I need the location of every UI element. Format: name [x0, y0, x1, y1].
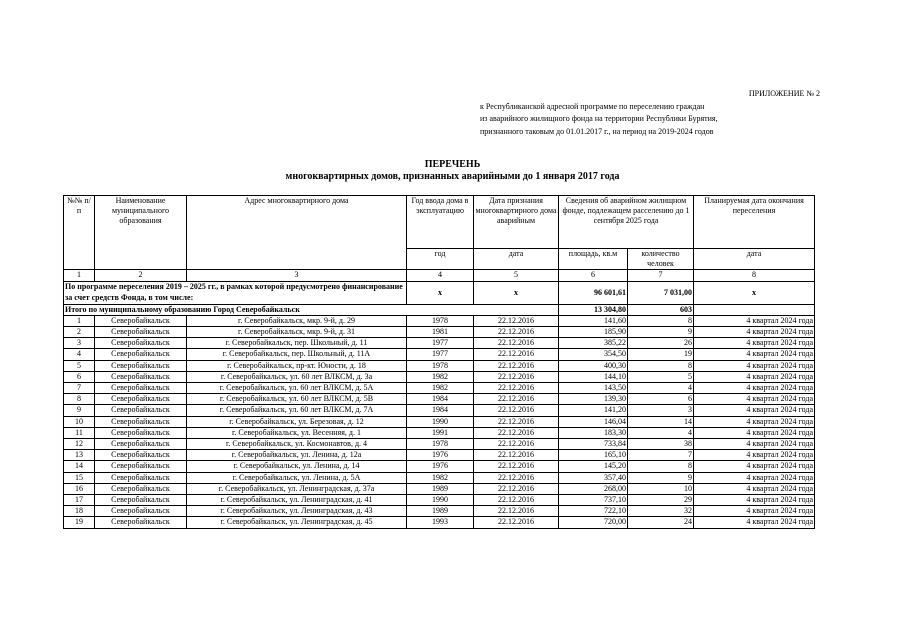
row-municipality: Северобайкальск — [95, 472, 187, 483]
row-people: 8 — [628, 461, 694, 472]
row-area: 737,10 — [559, 495, 628, 506]
row-number: 19 — [64, 517, 95, 528]
row-planned: 4 квартал 2024 года — [694, 439, 815, 450]
appendix-block — [480, 88, 820, 138]
row-planned: 4 квартал 2024 года — [694, 360, 815, 371]
row-year: 1977 — [407, 349, 474, 360]
table-row — [64, 439, 815, 450]
row-date: 22.12.2016 — [474, 495, 559, 506]
row-number: 4 — [64, 349, 95, 360]
row-planned: 4 квартал 2024 года — [694, 315, 815, 326]
row-year: 1978 — [407, 360, 474, 371]
row-people: 9 — [628, 327, 694, 338]
row-address: г. Северобайкальск, ул. Ленина, д. 12а — [187, 450, 407, 461]
row-number: 10 — [64, 416, 95, 427]
row-municipality: Северобайкальск — [95, 327, 187, 338]
row-area: 354,50 — [559, 349, 628, 360]
row-date: 22.12.2016 — [474, 506, 559, 517]
header-municipality: Наименование муниципального образования — [95, 196, 187, 270]
row-year: 1991 — [407, 427, 474, 438]
row-planned: 4 квартал 2024 года — [694, 416, 815, 427]
row-year: 1976 — [407, 450, 474, 461]
row-date: 22.12.2016 — [474, 360, 559, 371]
header-year: Год ввода дома в эксплуатацию — [407, 196, 474, 249]
row-address: г. Северобайкальск, ул. Весенняя, д. 1 — [187, 427, 407, 438]
row-municipality: Северобайкальск — [95, 439, 187, 450]
row-area: 183,30 — [559, 427, 628, 438]
row-area: 385,22 — [559, 338, 628, 349]
header-info: Сведения об аварийном жилищном фонде, подлежащем расселению до 1 сентября 2025 года — [559, 196, 694, 249]
row-municipality: Северобайкальск — [95, 371, 187, 382]
subheader-planned: дата — [694, 249, 815, 270]
row-municipality: Северобайкальск — [95, 483, 187, 494]
row-planned: 4 квартал 2024 года — [694, 472, 815, 483]
header-row — [64, 196, 815, 249]
row-address: г. Северобайкальск, ул. 60 лет ВЛКСМ, д. 5В — [187, 394, 407, 405]
title-line-2: многоквартирных домов, признанных аварийными до 1 января 2017 года — [285, 171, 620, 182]
row-address: г. Северобайкальск, ул. Космонавтов, д. 4 — [187, 439, 407, 450]
table-row — [64, 483, 815, 494]
table-row — [64, 495, 815, 506]
row-area: 733,84 — [559, 439, 628, 450]
row-municipality: Северобайкальск — [95, 338, 187, 349]
row-address: г. Северобайкальск, пр-кт. Юности, д. 18 — [187, 360, 407, 371]
row-number: 5 — [64, 360, 95, 371]
row-date: 22.12.2016 — [474, 416, 559, 427]
table-row — [64, 427, 815, 438]
row-number: 6 — [64, 371, 95, 382]
row-people: 8 — [628, 315, 694, 326]
row-number: 15 — [64, 472, 95, 483]
row-municipality: Северобайкальск — [95, 405, 187, 416]
table-row — [64, 338, 815, 349]
header-date: Дата признания многоквартирного дома аварийным — [474, 196, 559, 249]
column-number: 6 — [559, 270, 628, 281]
column-number: 2 — [95, 270, 187, 281]
row-address: г. Северобайкальск, ул. 60 лет ВЛКСМ, д. 7А — [187, 405, 407, 416]
column-number-row — [64, 270, 815, 281]
row-planned: 4 квартал 2024 года — [694, 450, 815, 461]
row-people: 10 — [628, 483, 694, 494]
row-area: 145,20 — [559, 461, 628, 472]
row-address: г. Северобайкальск, ул. Ленина, д. 5А — [187, 472, 407, 483]
row-planned: 4 квартал 2024 года — [694, 495, 815, 506]
row-date: 22.12.2016 — [474, 517, 559, 528]
row-address: г. Северобайкальск, пер. Школьный, д. 11А — [187, 349, 407, 360]
row-year: 1993 — [407, 517, 474, 528]
row-people: 4 — [628, 427, 694, 438]
total-area: 13 304,80 — [559, 304, 628, 315]
row-people: 14 — [628, 416, 694, 427]
row-address: г. Северобайкальск, ул. Березовая, д. 12 — [187, 416, 407, 427]
row-planned: 4 квартал 2024 года — [694, 427, 815, 438]
total-planned — [694, 304, 815, 315]
row-area: 141,60 — [559, 315, 628, 326]
row-people: 7 — [628, 450, 694, 461]
subheader-date: дата — [474, 249, 559, 270]
row-people: 29 — [628, 495, 694, 506]
row-year: 1982 — [407, 371, 474, 382]
row-area: 722,10 — [559, 506, 628, 517]
total-people: 603 — [628, 304, 694, 315]
row-date: 22.12.2016 — [474, 450, 559, 461]
row-planned: 4 квартал 2024 года — [694, 483, 815, 494]
row-area: 146,04 — [559, 416, 628, 427]
row-area: 141,20 — [559, 405, 628, 416]
table-row — [64, 517, 815, 528]
column-number: 8 — [694, 270, 815, 281]
row-address: г. Северобайкальск, ул. 60 лет ВЛКСМ, д. 3а — [187, 371, 407, 382]
row-people: 32 — [628, 506, 694, 517]
table-row — [64, 450, 815, 461]
row-municipality: Северобайкальск — [95, 383, 187, 394]
row-municipality: Северобайкальск — [95, 495, 187, 506]
row-planned: 4 квартал 2024 года — [694, 349, 815, 360]
table-row — [64, 371, 815, 382]
column-number: 5 — [474, 270, 559, 281]
row-year: 1978 — [407, 439, 474, 450]
row-area: 720,00 — [559, 517, 628, 528]
appendix-number: ПРИЛОЖЕНИЕ № 2 — [748, 89, 820, 98]
row-area: 268,00 — [559, 483, 628, 494]
row-year: 1990 — [407, 495, 474, 506]
row-municipality: Северобайкальск — [95, 349, 187, 360]
column-number: 7 — [628, 270, 694, 281]
program-planned: х — [694, 281, 815, 304]
row-year: 1989 — [407, 483, 474, 494]
row-date: 22.12.2016 — [474, 394, 559, 405]
row-people: 9 — [628, 472, 694, 483]
title-line-1: ПЕРЕЧЕНЬ — [424, 159, 481, 170]
municipality-total-row — [64, 304, 815, 315]
header-planned: Планируемая дата окончания переселения — [694, 196, 815, 249]
row-number: 8 — [64, 394, 95, 405]
row-year: 1982 — [407, 383, 474, 394]
row-people: 8 — [628, 360, 694, 371]
column-number: 4 — [407, 270, 474, 281]
row-number: 14 — [64, 461, 95, 472]
row-people: 6 — [628, 394, 694, 405]
row-address: г. Северобайкальск, ул. Ленинградская, д. 43 — [187, 506, 407, 517]
row-planned: 4 квартал 2024 года — [694, 506, 815, 517]
appendix-line: из аварийного жилищного фонда на территории Республики Бурятия, — [480, 114, 718, 123]
row-area: 165,10 — [559, 450, 628, 461]
row-address: г. Северобайкальск, ул. Ленина, д. 14 — [187, 461, 407, 472]
header-num: №№ п/п — [64, 196, 95, 270]
row-planned: 4 квартал 2024 года — [694, 338, 815, 349]
program-area: 96 601,61 — [559, 281, 628, 304]
row-people: 3 — [628, 405, 694, 416]
row-year: 1982 — [407, 472, 474, 483]
row-number: 12 — [64, 439, 95, 450]
row-people: 4 — [628, 383, 694, 394]
table-row — [64, 349, 815, 360]
table-row — [64, 383, 815, 394]
row-date: 22.12.2016 — [474, 439, 559, 450]
row-planned: 4 квартал 2024 года — [694, 461, 815, 472]
row-date: 22.12.2016 — [474, 405, 559, 416]
row-area: 143,50 — [559, 383, 628, 394]
table-row — [64, 394, 815, 405]
row-municipality: Северобайкальск — [95, 506, 187, 517]
table-row — [64, 472, 815, 483]
row-address: г. Северобайкальск, ул. Ленинградская, д. 37а — [187, 483, 407, 494]
table-row — [64, 315, 815, 326]
table-row — [64, 327, 815, 338]
table-row — [64, 405, 815, 416]
header-address: Адрес многоквартирного дома — [187, 196, 407, 270]
table-row — [64, 360, 815, 371]
row-area: 357,40 — [559, 472, 628, 483]
row-number: 1 — [64, 315, 95, 326]
row-municipality: Северобайкальск — [95, 360, 187, 371]
subheader-people: количество человек — [628, 249, 694, 270]
row-area: 139,30 — [559, 394, 628, 405]
row-date: 22.12.2016 — [474, 483, 559, 494]
row-year: 1984 — [407, 405, 474, 416]
row-year: 1978 — [407, 315, 474, 326]
row-municipality: Северобайкальск — [95, 394, 187, 405]
row-people: 38 — [628, 439, 694, 450]
program-people: 7 031,00 — [628, 281, 694, 304]
row-number: 11 — [64, 427, 95, 438]
row-number: 13 — [64, 450, 95, 461]
row-number: 7 — [64, 383, 95, 394]
housing-table — [63, 195, 815, 529]
document-title — [0, 159, 905, 183]
row-date: 22.12.2016 — [474, 338, 559, 349]
row-year: 1984 — [407, 394, 474, 405]
row-municipality: Северобайкальск — [95, 450, 187, 461]
program-year: х — [407, 281, 474, 304]
row-number: 16 — [64, 483, 95, 494]
table-row — [64, 506, 815, 517]
row-date: 22.12.2016 — [474, 461, 559, 472]
program-summary-row — [64, 281, 815, 304]
row-date: 22.12.2016 — [474, 349, 559, 360]
row-people: 5 — [628, 371, 694, 382]
row-date: 22.12.2016 — [474, 371, 559, 382]
row-area: 400,30 — [559, 360, 628, 371]
row-municipality: Северобайкальск — [95, 461, 187, 472]
row-date: 22.12.2016 — [474, 315, 559, 326]
row-number: 18 — [64, 506, 95, 517]
row-area: 185,90 — [559, 327, 628, 338]
row-municipality: Северобайкальск — [95, 315, 187, 326]
row-date: 22.12.2016 — [474, 383, 559, 394]
row-number: 9 — [64, 405, 95, 416]
subheader-year: год — [407, 249, 474, 270]
row-year: 1981 — [407, 327, 474, 338]
column-number: 1 — [64, 270, 95, 281]
row-address: г. Северобайкальск, ул. 60 лет ВЛКСМ, д. 5А — [187, 383, 407, 394]
table-row — [64, 461, 815, 472]
row-date: 22.12.2016 — [474, 327, 559, 338]
total-label: Итого по муниципальному образованию Город Северобайкальск — [64, 304, 559, 315]
row-people: 19 — [628, 349, 694, 360]
row-address: г. Северобайкальск, мкр. 9-й, д. 31 — [187, 327, 407, 338]
row-address: г. Северобайкальск, пер. Школьный, д. 11 — [187, 338, 407, 349]
row-planned: 4 квартал 2024 года — [694, 371, 815, 382]
row-area: 144,10 — [559, 371, 628, 382]
row-address: г. Северобайкальск, мкр. 9-й, д. 29 — [187, 315, 407, 326]
table-row — [64, 416, 815, 427]
row-municipality: Северобайкальск — [95, 517, 187, 528]
row-date: 22.12.2016 — [474, 472, 559, 483]
program-label: По программе переселения 2019 – 2025 гг., в рамках которой предусмотрено финансирование за счет средств Фонда, в том числе: — [64, 281, 407, 304]
row-planned: 4 квартал 2024 года — [694, 327, 815, 338]
row-number: 17 — [64, 495, 95, 506]
row-address: г. Северобайкальск, ул. Ленинградская, д. 41 — [187, 495, 407, 506]
row-planned: 4 квартал 2024 года — [694, 517, 815, 528]
column-number: 3 — [187, 270, 407, 281]
row-planned: 4 квартал 2024 года — [694, 405, 815, 416]
row-number: 2 — [64, 327, 95, 338]
row-date: 22.12.2016 — [474, 427, 559, 438]
row-people: 24 — [628, 517, 694, 528]
subheader-area: площадь, кв.м — [559, 249, 628, 270]
row-planned: 4 квартал 2024 года — [694, 383, 815, 394]
row-municipality: Северобайкальск — [95, 416, 187, 427]
row-year: 1989 — [407, 506, 474, 517]
appendix-line: признанного таковым до 01.01.2017 г., на период на 2019-2024 годов — [480, 126, 714, 136]
row-year: 1977 — [407, 338, 474, 349]
row-people: 26 — [628, 338, 694, 349]
row-year: 1990 — [407, 416, 474, 427]
row-year: 1976 — [407, 461, 474, 472]
program-date: х — [474, 281, 559, 304]
row-address: г. Северобайкальск, ул. Ленинградская, д. 45 — [187, 517, 407, 528]
row-planned: 4 квартал 2024 года — [694, 394, 815, 405]
row-number: 3 — [64, 338, 95, 349]
appendix-line: к Республиканской адресной программе по переселению граждан — [480, 101, 705, 111]
row-municipality: Северобайкальск — [95, 427, 187, 438]
